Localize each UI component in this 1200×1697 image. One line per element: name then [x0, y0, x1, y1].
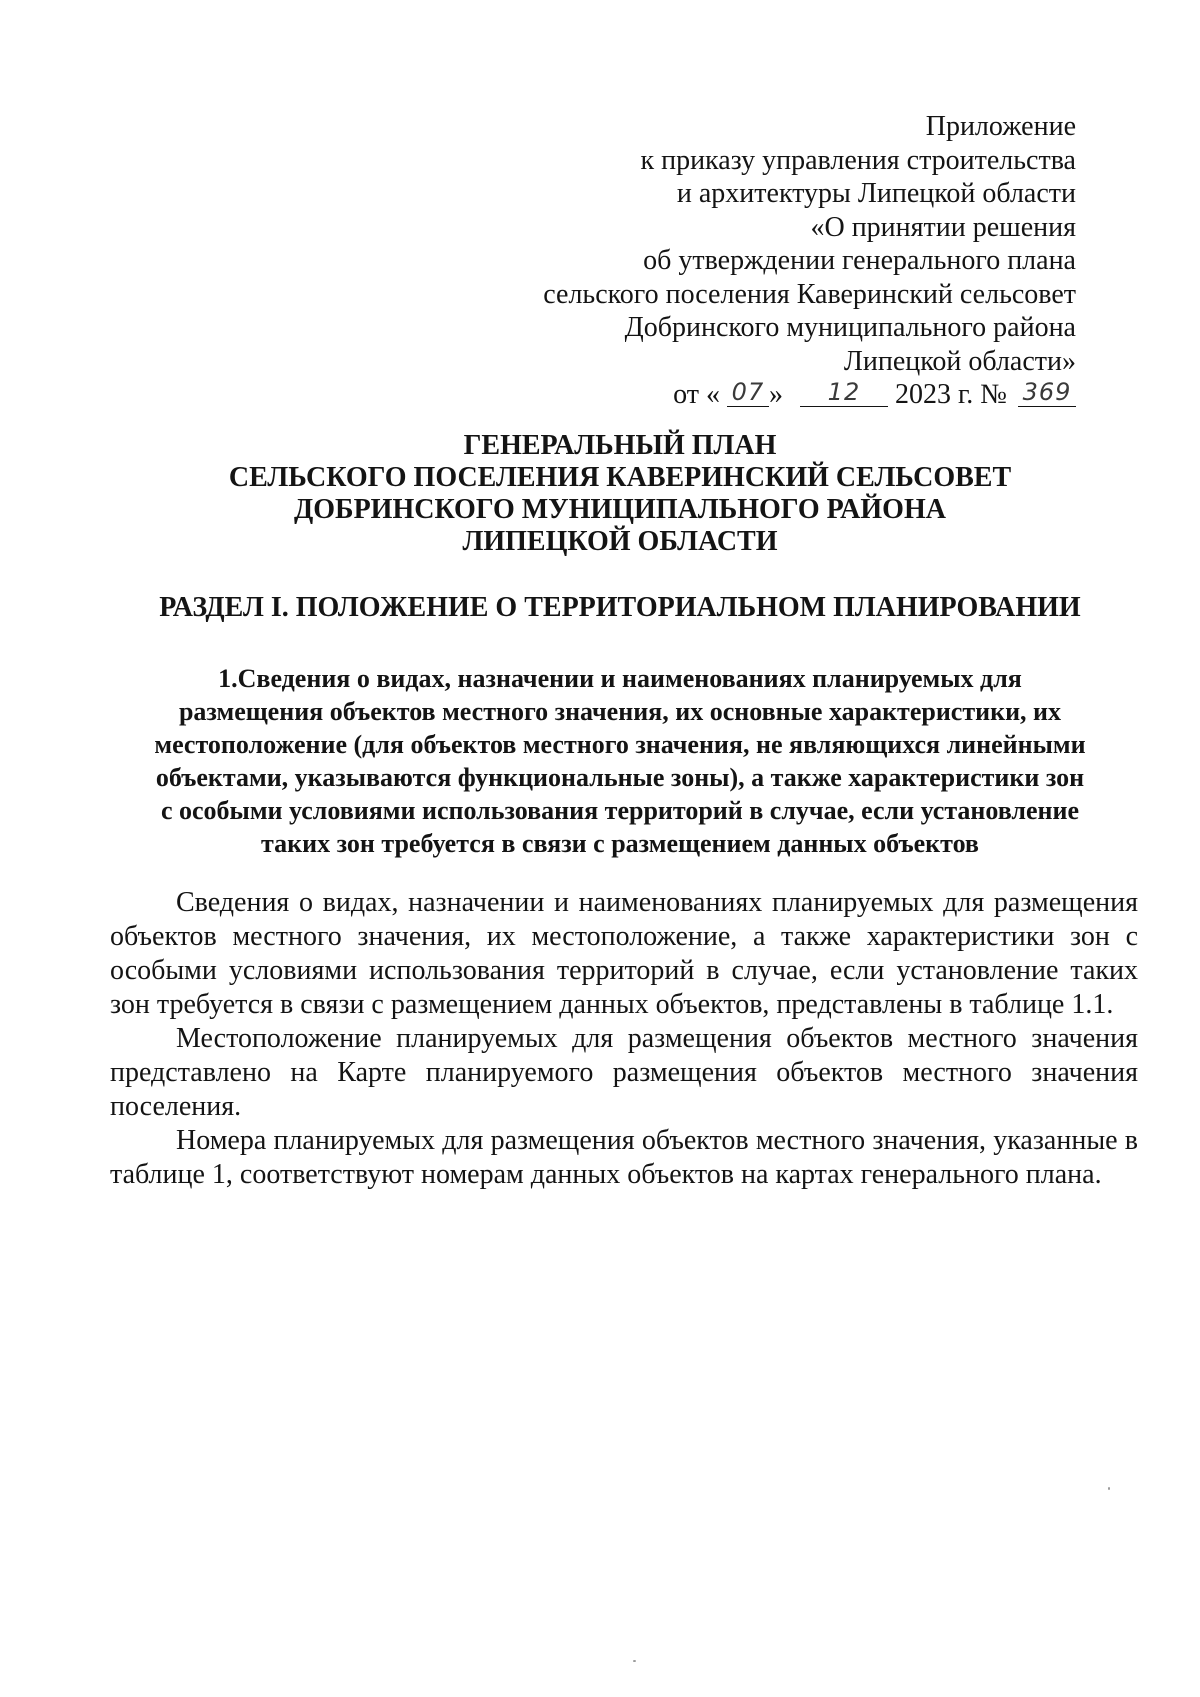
appendix-line: к приказу управления строительства — [640, 144, 1076, 176]
appendix-line: Липецкой области» — [843, 345, 1076, 377]
subsection-line: объектами, указываются функциональные зоны), а также характеристики зон — [155, 763, 1085, 792]
month-blank — [800, 378, 888, 407]
date-prefix: от « — [673, 379, 720, 410]
order-date-line — [543, 378, 1076, 412]
subsection-line: таких зон требуется в связи с размещением данных объектов — [261, 829, 979, 858]
document-title — [0, 430, 1200, 558]
scan-speck — [633, 1660, 636, 1662]
section-title: РАЗДЕЛ I. ПОЛОЖЕНИЕ О ТЕРРИТОРИАЛЬНОМ ПЛАНИРОВАНИИ — [159, 592, 1081, 623]
body-paragraph: Местоположение планируемых для размещения объектов местного значения представлено на Карте планируемого размещения объектов местного значения поселения. — [110, 1023, 1138, 1122]
handwritten-month: 12 — [827, 378, 861, 406]
subsection-title — [110, 662, 1130, 860]
subsection-line: с особыми условиями использования территорий в случае, если установление — [160, 796, 1080, 825]
number-blank — [1018, 378, 1076, 407]
appendix-line: сельского поселения Каверинский сельсовет — [543, 278, 1076, 310]
appendix-line: и архитектуры Липецкой области — [676, 178, 1076, 209]
appendix-line: Добринского муниципального района — [624, 312, 1076, 343]
scan-speck — [1108, 1487, 1110, 1490]
body-paragraph: Сведения о видах, назначении и наименованиях планируемых для размещения объектов местного значения, их местоположение, а также характеристики зон с особыми условиями использования территорий в случае, если установление таких зон требуется в связи с размещением данных объектов, представлены в таблице 1.1. — [110, 887, 1138, 1020]
handwritten-day: 07 — [731, 378, 765, 406]
year-text: 2023 г. № — [894, 379, 1007, 410]
appendix-line: «О принятии решения — [810, 211, 1076, 243]
appendix-line: об утверждении генерального плана — [643, 245, 1076, 276]
handwritten-number: 369 — [1022, 378, 1072, 406]
body-text — [110, 886, 1138, 1192]
appendix-line: Приложение — [925, 111, 1076, 142]
title-line: ДОБРИНСКОГО МУНИЦИПАЛЬНОГО РАЙОНА — [294, 494, 946, 525]
day-blank — [727, 378, 769, 407]
date-mid: » — [768, 379, 783, 410]
subsection-line: 1.Сведения о видах, назначении и наименованиях планируемых для — [218, 664, 1022, 693]
appendix-header — [543, 110, 1076, 412]
title-line: ЛИПЕЦКОЙ ОБЛАСТИ — [462, 526, 778, 557]
body-paragraph: Номера планируемых для размещения объектов местного значения, указанные в таблице 1, соответствуют номерам данных объектов на картах генерального плана. — [110, 1125, 1138, 1190]
subsection-line: местоположение (для объектов местного значения, не являющихся линейными — [154, 730, 1086, 759]
title-line: ГЕНЕРАЛЬНЫЙ ПЛАН — [463, 430, 777, 461]
subsection-line: размещения объектов местного значения, их основные характеристики, их — [178, 697, 1062, 726]
title-line: СЕЛЬСКОГО ПОСЕЛЕНИЯ КАВЕРИНСКИЙ СЕЛЬСОВЕТ — [228, 462, 1012, 493]
